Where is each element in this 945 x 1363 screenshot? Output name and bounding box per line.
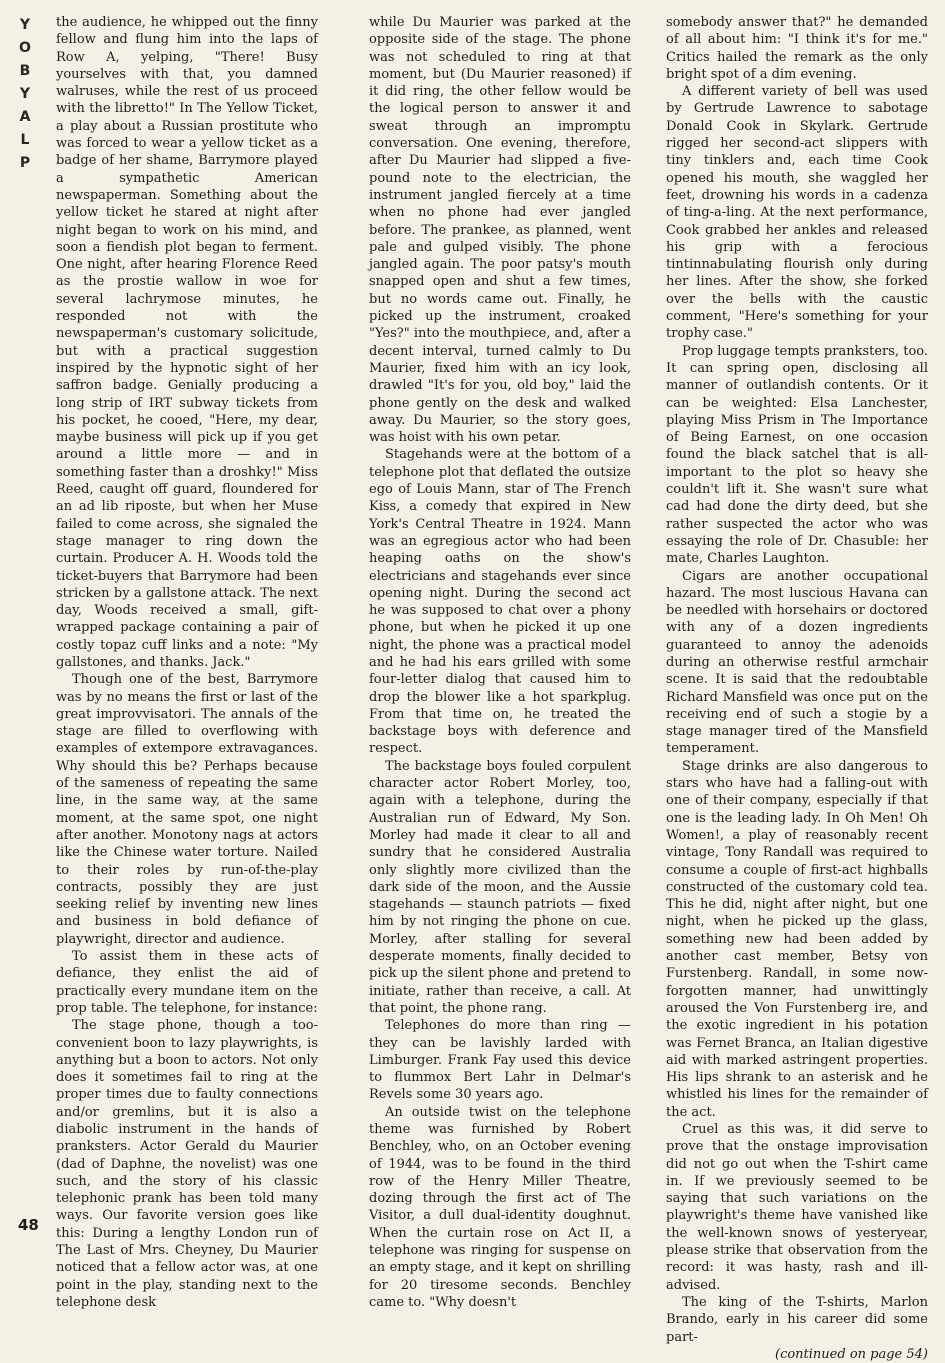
side-mark-letter: P <box>19 155 31 171</box>
paragraph: the audience, he whipped out the finny fellow and flung him into the laps of Row A, yelping, "There! Busy yourselves with that, you damned walruses, while the rest of us proceed with the libretto!" In The Yellow Ticket, a play about a Russian prostitute who was forced to wear a yellow ticket as a badge of her shame, Barrymore played a sympathetic American newspaperman. Something about the yellow ticket he stared at night after night began to work on his mind, and soon a fiendish plot began to ferment. One night, after hearing Florence Reed as the prostie wallow in woe for several lachrymose minutes, he responded not with the newspaperman's customary solicitude, but with a practical suggestion inspired by the hypnotic sight of her saffron badge. Genially producing a long strip of IRT subway tickets from his pocket, he cooed, "Here, my dear, maybe business will pick up if you get around a little more — and in something faster than a droshky!" Miss Reed, caught off guard, floundered for an ad lib riposte, but when her Muse failed to come across, she signaled the stage manager to ring down the curtain. Producer A. H. Woods told the ticket-buyers that Barrymore had been stricken by a gallstone attack. The next day, Woods received a small, gift-wrapped package containing a pair of costly topaz cuff links and a note: "My gallstones, and thanks. Jack." <box>56 15 318 670</box>
side-mark-letter: O <box>19 40 31 56</box>
paragraph: Telephones do more than ring — they can be lavishly larded with Limburger. Frank Fay used this device to flummox Bert Lahr in Delmar's Revels some 30 years ago. <box>369 1018 631 1103</box>
side-mark-letter: Y <box>19 17 31 33</box>
paragraph: somebody answer that?" he demanded of all about him: "I think it's for me." Critics hailed the remark as the only bright spot of a dim evening. <box>666 15 928 82</box>
paragraph: Stagehands were at the bottom of a telephone plot that deflated the outsize ego of Louis Mann, star of The French Kiss, a comedy that expired in New York's Central Theatre in 1924. Mann was an egregious actor who had been heaping oaths on the show's electricians and stagehands ever since opening night. During the second act he was supposed to chat over a phony phone, but when he picked it up one night, the phone was a practical model and he had his ears grilled with some four-letter dialog that caused him to drop the blower like a hot sparkplug. From that time on, he treated the backstage boys with deference and respect. <box>369 447 631 757</box>
paragraph: The backstage boys fouled corpulent character actor Robert Morley, too, again with a telephone, during the Australian run of Edward, My Son. Morley had made it clear to all and sundry that he considered Australia only slightly more civilized than the dark side of the moon, and the Aussie stagehands — staunch patriots — fixed him by not ringing the phone on cue. Morley, after stalling for several desperate moments, finally decided to pick up the silent phone and pretend to initiate, rather than receive, a call. At that point, the phone rang. <box>369 758 631 1016</box>
paragraph: A different variety of bell was used by Gertrude Lawrence to sabotage Donald Cook in Skylark. Gertrude rigged her second-act slippers with tiny tinklers and, each time Cook opened his mouth, she waggled her feet, drowning his words in a cadenza of ting-a-ling. At the next performance, Cook grabbed her ankles and released his grip with a ferocious tintinnabulating flourish only during her lines. After the show, she forked over the bells with the caustic comment, "Here's something for your trophy case." <box>666 84 928 342</box>
side-mark-letter: Y <box>19 86 31 102</box>
paragraph: To assist them in these acts of defiance, they enlist the aid of practically every mundane item on the prop table. The telephone, for instance: <box>56 949 318 1016</box>
side-mark-letter: A <box>19 109 31 125</box>
side-mark-letter: B <box>19 63 31 79</box>
continued-note: (continued on page 54) <box>775 1346 928 1362</box>
paragraph: An outside twist on the telephone theme was furnished by Robert Benchley, who, on an October evening of 1944, was to be found in the third row of the Henry Miller Theatre, dozing through the first act of The Visitor, a dull dual-identity doughnut. When the curtain rose on Act II, a telephone was ringing for suspense on an empty stage, and it kept on shrilling for 20 tiresome seconds. Benchley came to. "Why doesn't <box>369 1104 631 1310</box>
page-number: 48 <box>18 1216 39 1234</box>
paragraph: Cigars are another occupational hazard. The most luscious Havana can be needled with horsehairs or doctored with any of a dozen ingredients guaranteed to annoy the adenoids during an otherwise restful armchair scene. It is said that the redoubtable Richard Mansfield was once put on the receiving end of such a stogie by a stage manager tired of the Mansfield temperament. <box>666 568 928 757</box>
text-column-2 <box>369 14 631 1310</box>
paragraph: while Du Maurier was parked at the opposite side of the stage. The phone was not scheduled to ring at that moment, but (Du Maurier reasoned) if it did ring, the other fellow would be the logical person to answer it and sweat through an impromptu conversation. One evening, therefore, after Du Maurier had slipped a five-pound note to the electrician, the instrument jangled fiercely at a time when no phone had ever jangled before. The prankee, as planned, went pale and gulped visibly. The phone jangled again. The poor patsy's mouth snapped open and shut a few times, but no words came out. Finally, he picked up the instrument, croaked "Yes?" into the mouthpiece, and, after a decent interval, turned calmly to Du Maurier, fixed him with an icy look, drawled "It's for you, old boy," laid the phone gently on the desk and walked away. Du Maurier, so the story goes, was hoist with his own petar. <box>369 15 631 446</box>
paragraph: The king of the T-shirts, Marlon Brando, early in his career did some part- <box>666 1294 928 1345</box>
paragraph: The stage phone, though a too-convenient boon to lazy playwrights, is anything but a boon to actors. Not only does it sometimes fail to ring at the proper times due to faulty connections and/or gremlins, but it is also a diabolic instrument in the hands of pranksters. Actor Gerald du Maurier (dad of Daphne, the novelist) was one such, and the story of his classic telephonic prank has been told many ways. Our favorite version goes like this: During a lengthy London run of The Last of Mrs. Cheyney, Du Maurier noticed that a fellow actor was, at one point in the play, standing next to the telephone desk <box>56 1018 318 1310</box>
text-column-1 <box>56 14 318 1310</box>
text-column-3 <box>666 14 928 1362</box>
side-mark-letter: L <box>20 132 30 148</box>
paragraph: Prop luggage tempts pranksters, too. It can spring open, disclosing all manner of outlandish contents. Or it can be weighted: Elsa Lanchester, playing Miss Prism in The Importance of Being Earnest, on one occasion found the black satchel that is all-important to the plot so heavy she couldn't lift it. She wasn't sure what cad had done the dirty deed, but she rather suspected the actor who was essaying the role of Dr. Chasuble: her mate, Charles Laughton. <box>666 343 928 567</box>
paragraph: Stage drinks are also dangerous to stars who have had a falling-out with one of their company, especially if that one is the leading lady. In Oh Men! Oh Women!, a play of reasonably recent vintage, Tony Randall was required to consume a couple of first-act highballs constructed of the customary cold tea. This he did, night after night, but one night, when he picked up the glass, something new had been added by another cast member, Betsy von Furstenberg. Randall, in some now-forgotten manner, had unwittingly aroused the Von Furstenberg ire, and the exotic ingredient in his potation was Fernet Branca, an Italian digestive aid with marked astringent properties. His lips shrank to an asterisk and he whistled his lines for the remainder of the act. <box>666 758 928 1120</box>
paragraph: Though one of the best, Barrymore was by no means the first or last of the great improvvisatori. The annals of the stage are filled to overflowing with examples of extempore extravagances. Why should this be? Perhaps because of the sameness of repeating the same line, in the same way, at the same moment, at the same spot, one night after another. Monotony nags at actors like the Chinese water torture. Nailed to their roles by run-of-the-play contracts, possibly they are just seeking relief by inventing new lines and business in bold defiance of playwright, director and audience. <box>56 672 318 947</box>
paragraph: Cruel as this was, it did serve to prove that the onstage improvisation did not go out when the T-shirt came in. If we previously seemed to be saying that such variations on the playwright's theme have vanished like the well-known snows of yesteryear, please strike that observation from the record: it was hasty, rash and ill-advised. <box>666 1122 928 1293</box>
side-brand-mark <box>14 14 36 175</box>
